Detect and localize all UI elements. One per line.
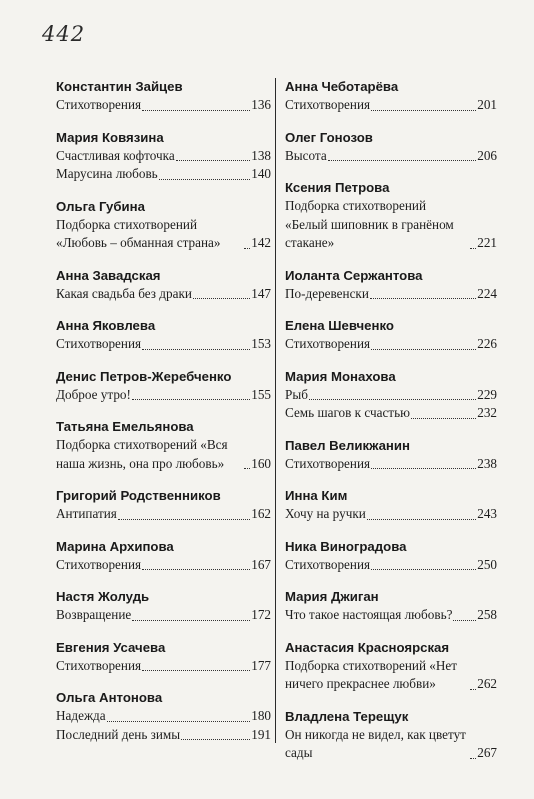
dot-leader — [309, 399, 476, 400]
author-name: Иоланта Сержантова — [285, 267, 423, 283]
author-name: Настя Жолудь — [56, 589, 150, 604]
toc-entry — [56, 588, 271, 625]
page-ref: 226 — [477, 336, 497, 351]
work-line — [56, 285, 271, 304]
page-ref: 142 — [251, 235, 271, 250]
work-title: Семь шагов к счастью — [285, 405, 410, 420]
work-line — [285, 505, 497, 524]
dot-leader — [453, 620, 476, 621]
work-line — [56, 165, 271, 184]
toc-entry — [285, 437, 497, 474]
work-title: Стихотворения — [56, 556, 142, 572]
toc-entry — [285, 129, 497, 166]
toc-right-column — [285, 78, 497, 777]
page-ref: 267 — [477, 745, 497, 760]
author-name: Константин Зайцев — [56, 79, 183, 94]
work-line — [285, 147, 497, 166]
author-name: Елена Шевченко — [285, 318, 394, 333]
work-title: Счастливая кофточка — [56, 147, 175, 163]
dot-leader — [142, 569, 250, 570]
work-line — [285, 556, 497, 575]
author-name: Олег Гонозов — [285, 129, 373, 145]
dot-leader — [371, 110, 476, 111]
dot-leader — [244, 468, 250, 469]
work-line — [56, 505, 271, 524]
work-title: Стихотворения — [285, 336, 371, 351]
dot-leader — [132, 399, 250, 400]
toc-entry — [56, 538, 271, 575]
work-title: Стихотворения — [56, 657, 142, 673]
work-line — [56, 335, 271, 354]
dot-leader — [107, 721, 251, 722]
page-ref: 177 — [251, 657, 271, 673]
work-line — [56, 216, 271, 253]
toc-entry — [285, 487, 497, 524]
author-name: Анастасия Красноярская — [285, 639, 450, 655]
page-ref: 224 — [477, 285, 497, 301]
toc-entry — [56, 639, 271, 676]
author-name: Анна Завадская — [56, 267, 161, 283]
work-title: Стихотворения — [285, 455, 371, 471]
author-name: Мария Ковязина — [56, 129, 164, 145]
dot-leader — [411, 418, 476, 419]
work-title: Подборка стихотворений «Нет ничего прекраснее любви» — [285, 657, 458, 691]
toc-entry — [285, 179, 497, 253]
author-name: Ольга Губина — [56, 198, 145, 214]
toc-entry — [56, 78, 271, 115]
work-title: Стихотворения — [56, 97, 142, 112]
work-title: Антипатия — [56, 506, 117, 521]
page-ref: 206 — [477, 147, 497, 163]
work-line — [56, 147, 271, 166]
author-name: Павел Великжанин — [285, 437, 410, 453]
toc-entry — [285, 639, 497, 694]
author-name: Ольга Антонова — [56, 690, 163, 705]
work-title: Он никогда не видел, как цветут сады — [285, 726, 466, 760]
dot-leader — [159, 179, 251, 180]
dot-leader — [142, 349, 250, 350]
author-name: Григорий Родственников — [56, 488, 221, 503]
dot-leader — [371, 468, 476, 469]
toc-entry — [285, 317, 497, 354]
dot-leader — [470, 758, 476, 759]
page-ref: 172 — [251, 607, 271, 622]
page-ref: 138 — [251, 147, 271, 163]
page-number: 442 — [42, 22, 86, 46]
dot-leader — [132, 620, 250, 621]
dot-leader — [176, 160, 251, 161]
work-title: Доброе утро! — [56, 386, 131, 402]
dot-leader — [193, 298, 250, 299]
dot-leader — [244, 248, 250, 249]
work-title: По-деревенски — [285, 285, 369, 301]
toc-entry — [285, 588, 497, 625]
page-ref: 160 — [251, 455, 271, 471]
dot-leader — [470, 689, 476, 690]
work-line — [285, 455, 497, 474]
dot-leader — [142, 670, 250, 671]
work-title: Подборка стихотворений «Любовь – обманная страна» — [56, 216, 221, 250]
dot-leader — [367, 519, 476, 520]
author-name: Мария Монахова — [285, 368, 396, 384]
dot-leader — [370, 298, 476, 299]
page-ref: 201 — [477, 97, 497, 112]
page-ref: 232 — [477, 405, 497, 420]
page-ref: 155 — [251, 386, 271, 402]
work-line — [56, 556, 271, 575]
work-title: Что такое настоящая любовь? — [285, 607, 453, 622]
work-line — [56, 96, 271, 115]
work-title: Возвращение — [56, 607, 132, 622]
toc-entry — [56, 267, 271, 304]
author-name: Марина Архипова — [56, 538, 174, 554]
dot-leader — [118, 519, 250, 520]
work-line — [56, 386, 271, 405]
page-ref: 162 — [251, 506, 271, 521]
page-ref: 258 — [477, 607, 497, 622]
work-title: Стихотворения — [285, 97, 371, 112]
work-line — [56, 726, 271, 745]
dot-leader — [328, 160, 477, 161]
work-title: Подборка стихотворений «Белый шиповник в гранёном стакане» — [285, 198, 454, 250]
author-name: Татьяна Емельянова — [56, 419, 194, 434]
work-line — [285, 726, 497, 763]
toc-entry — [56, 418, 271, 473]
toc-entry — [285, 78, 497, 115]
dot-leader — [470, 248, 476, 249]
page-ref: 191 — [251, 726, 271, 742]
toc-entry — [56, 368, 271, 405]
work-line — [285, 285, 497, 304]
work-line — [285, 96, 497, 115]
page-ref: 147 — [251, 285, 271, 301]
work-title: Стихотворения — [56, 336, 142, 351]
toc-entry — [56, 317, 271, 354]
dot-leader — [371, 569, 476, 570]
author-name: Анна Чеботарёва — [285, 79, 399, 94]
author-name: Денис Петров-Жеребченко — [56, 368, 232, 384]
toc-entry — [56, 487, 271, 524]
page-ref: 221 — [477, 235, 497, 250]
toc-entry — [56, 689, 271, 744]
work-line — [285, 404, 497, 423]
dot-leader — [371, 349, 476, 350]
author-name: Ника Виноградова — [285, 538, 407, 554]
page-ref: 229 — [477, 386, 497, 402]
page-ref: 243 — [477, 506, 497, 521]
author-name: Владлена Терещук — [285, 708, 409, 724]
work-line — [56, 436, 271, 473]
toc-entry — [56, 129, 271, 184]
author-name: Инна Ким — [285, 488, 348, 503]
work-line — [56, 657, 271, 676]
page-ref: 153 — [251, 336, 271, 351]
author-name: Анна Яковлева — [56, 318, 156, 333]
work-title: Стихотворения — [285, 556, 371, 572]
page-ref: 180 — [251, 708, 271, 723]
work-line — [285, 197, 497, 253]
work-title: Подборка стихотворений «Вся наша жизнь, она про любовь» — [56, 437, 228, 471]
work-line — [285, 335, 497, 354]
toc-entry — [285, 267, 497, 304]
toc-entry — [56, 198, 271, 253]
work-title: Марусина любовь — [56, 166, 158, 181]
page-ref: 238 — [477, 455, 497, 471]
column-divider — [275, 78, 276, 743]
toc-left-column — [56, 78, 271, 758]
work-line — [56, 606, 271, 625]
dot-leader — [181, 739, 250, 740]
work-title: Надежда — [56, 708, 106, 723]
page-ref: 167 — [251, 556, 271, 572]
work-title: Рыб — [285, 386, 308, 402]
toc-entry — [285, 368, 497, 423]
work-line — [285, 657, 497, 694]
toc-entry — [285, 708, 497, 763]
page-ref: 136 — [251, 97, 271, 112]
author-name: Мария Джиган — [285, 589, 379, 604]
dot-leader — [142, 110, 250, 111]
toc-entry — [285, 538, 497, 575]
work-title: Какая свадьба без драки — [56, 285, 192, 301]
work-title: Хочу на ручки — [285, 506, 366, 521]
work-title: Высота — [285, 147, 327, 163]
work-line — [285, 606, 497, 625]
page-ref: 140 — [251, 166, 271, 181]
page-ref: 262 — [477, 676, 497, 691]
author-name: Евгения Усачева — [56, 639, 166, 655]
work-line — [56, 707, 271, 726]
work-title: Последний день зимы — [56, 726, 181, 742]
work-line — [285, 386, 497, 405]
author-name: Ксения Петрова — [285, 180, 390, 195]
page-ref: 250 — [477, 556, 497, 572]
